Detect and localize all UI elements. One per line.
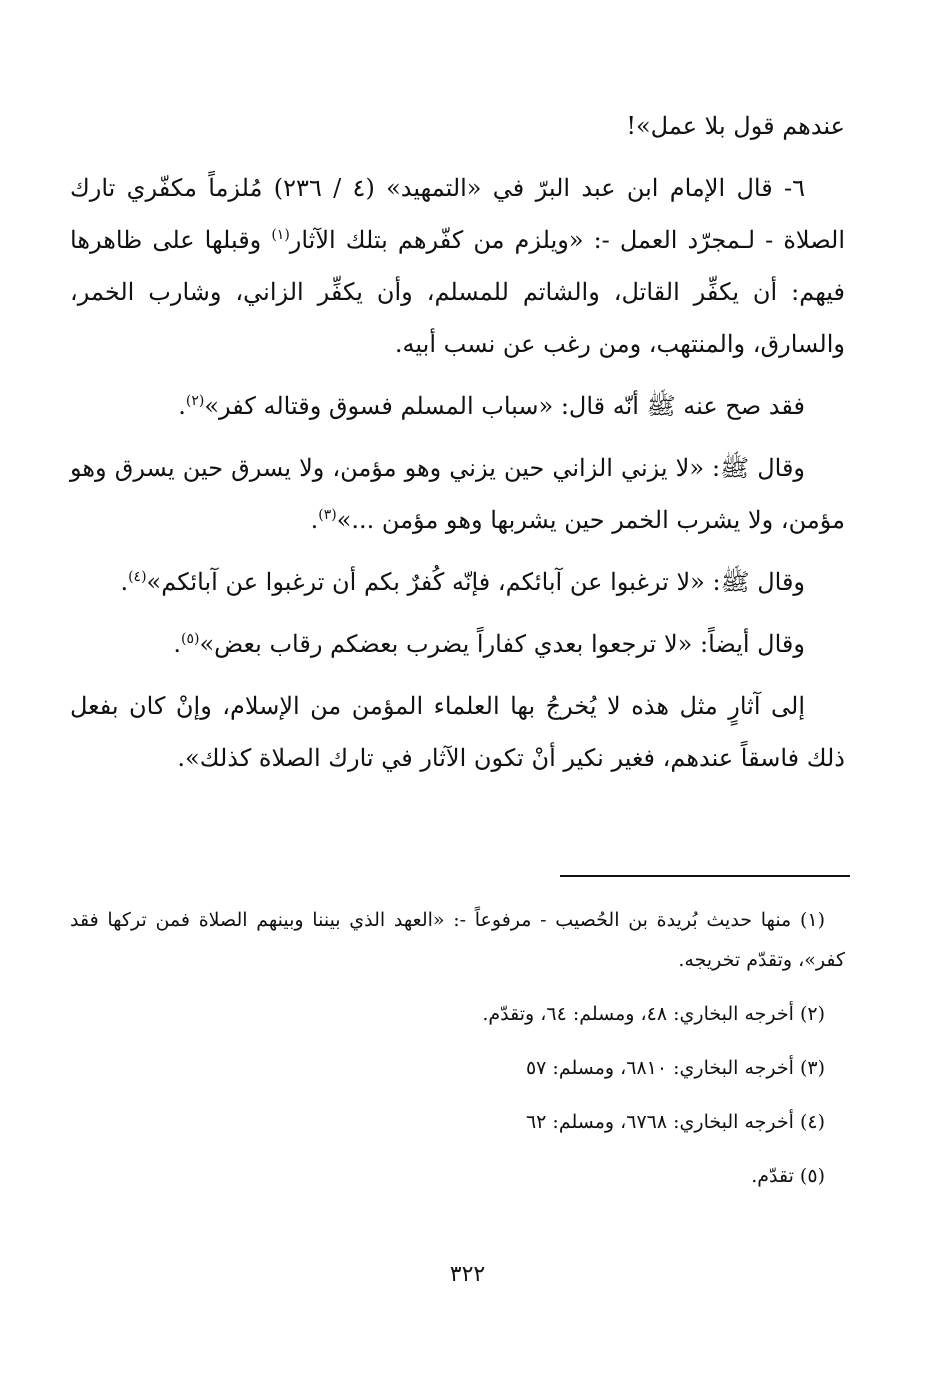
paragraph-text: فقد صح عنه ﷺ أنّه قال: «سباب المسلم فسوق وقتاله كفر» (204, 392, 805, 420)
paragraph-text: وقال ﷺ: «لا ترغبوا عن آبائكم، فإنّه كُفرٌ بكم أن ترغبوا عن آبائكم» (146, 568, 805, 596)
footnote-2: (٢) أخرجه البخاري: ٤٨، ومسلم: ٦٤، وتقدّم. (482, 1003, 825, 1025)
footnote-marker[interactable]: (٢) (185, 393, 205, 409)
paragraph-continuation (70, 100, 845, 152)
paragraph-text-tail: وقبلها على ظاهرها فيهم: أن يكفِّر القاتل، والشاتم للمسلم، وأن يكفِّر الزاني، وشارب الخمر، والسارق، والمنتهب، ومن رغب عن نسب أبيه. (70, 226, 845, 358)
footnote-marker[interactable]: (٤) (128, 569, 147, 585)
footnote-marker[interactable]: (٣) (318, 507, 337, 523)
paragraph-text-tail: . (178, 392, 186, 420)
paragraph-hadith-sibab (70, 380, 845, 432)
footnote-marker[interactable]: (٥) (181, 631, 200, 647)
paragraph-hadith-abaikum (70, 556, 845, 608)
paragraph-ibn-abd-al-barr (70, 162, 845, 370)
footnote-marker[interactable]: (١) (271, 227, 290, 243)
footnote-1: (١) منها حديث بُريدة بن الحُصيب - مرفوعاً -: «العهد الذي بيننا وبينهم الصلاة فمن تركها فقد كفر»، وتقدّم تخريجه. (70, 909, 845, 971)
paragraph-text: ٦- قال الإمام ابن عبد البرّ في «التمهيد» (٤ / ٢٣٦) مُلزماً مكفّري تارك الصلاة - لـمجرّد العمل -: «ويلزم من كفّرهم بتلك الآثار (70, 174, 846, 254)
paragraph-text: وقال أيضاً: «لا ترجعوا بعدي كفاراً يضرب بعضكم رقاب بعض» (199, 630, 805, 658)
paragraph-text-tail: . (173, 630, 181, 658)
footnote-3: (٣) أخرجه البخاري: ٦٨١٠، ومسلم: ٥٧ (525, 1057, 825, 1079)
paragraph-text: عندهم قول بلا عمل»! (626, 112, 845, 140)
page-number: ٣٢٢ (449, 1262, 486, 1287)
footnotes (70, 900, 845, 1210)
paragraph-hadith-kuffar (70, 618, 845, 670)
paragraph-conclusion (70, 680, 845, 784)
main-text (70, 100, 845, 794)
footnote-separator (560, 875, 850, 877)
footnote-5: (٥) تقدّم. (751, 1165, 825, 1187)
paragraph-hadith-zani (70, 442, 845, 546)
paragraph-text: إلى آثارٍ مثل هذه لا يُخرجُ بها العلماء المؤمن من الإسلام، وإنْ كان بفعل ذلك فاسقاً عندهم، فغير نكير أنْ تكون الآثار في تارك الصلاة كذلك». (70, 692, 845, 772)
footnote-4: (٤) أخرجه البخاري: ٦٧٦٨، ومسلم: ٦٢ (525, 1111, 825, 1133)
paragraph-text-tail: . (120, 568, 129, 596)
paragraph-text-tail: . (310, 506, 319, 534)
paragraph-text: وقال ﷺ: «لا يزني الزاني حين يزني وهو مؤمن، ولا يسرق حين يسرق وهو مؤمن، ولا يشرب الخمر حين يشربها وهو مؤمن ...» (70, 454, 845, 534)
